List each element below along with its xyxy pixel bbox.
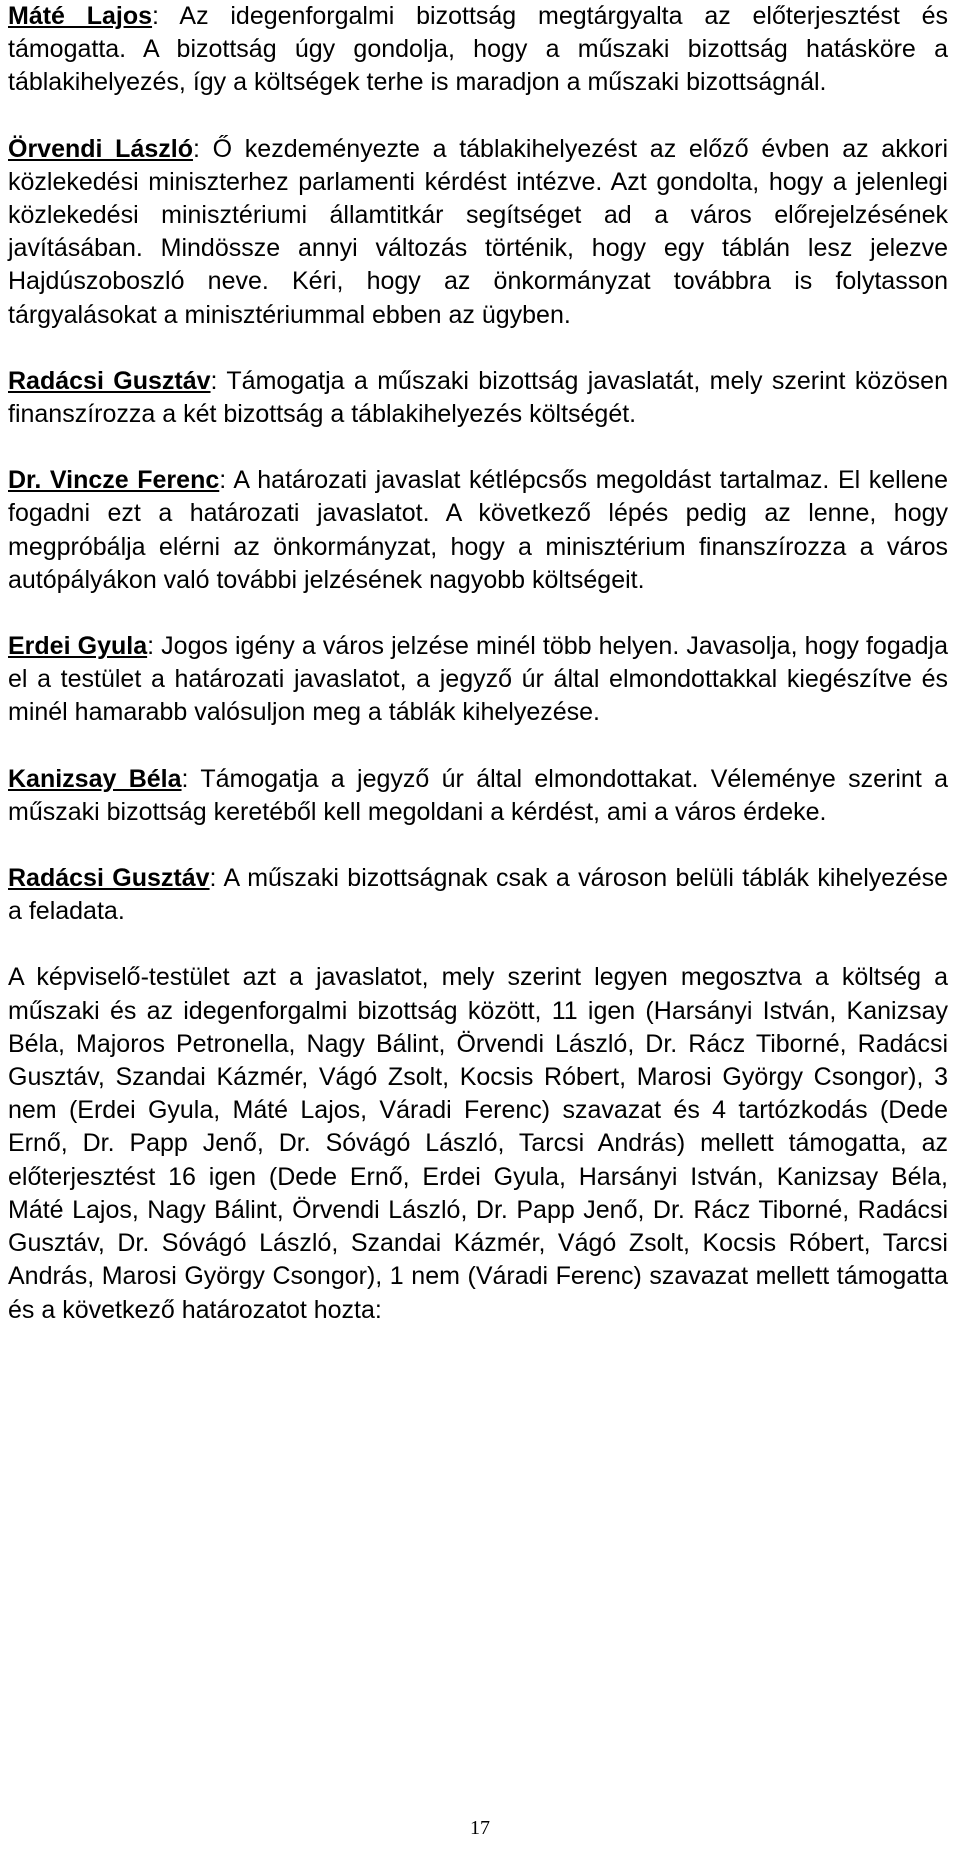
paragraph-vincze-ferenc — [8, 464, 948, 597]
paragraph-radacsi-gusztav-2 — [8, 862, 948, 928]
paragraph-text: : Támogatja a műszaki bizottság javaslatát, mely szerint közösen finanszírozza a két bizottság a táblakihelyezés költségét. — [8, 366, 948, 429]
paragraph-erdei-gyula — [8, 630, 948, 730]
speaker-name: Radácsi Gusztáv — [8, 864, 210, 893]
speaker-name: Örvendi László — [8, 134, 193, 163]
paragraph-orvendi-laszlo — [8, 133, 948, 332]
paragraph-mate-lajos — [8, 0, 948, 100]
minutes-body — [8, 0, 948, 1360]
paragraph-kanizsay-bela — [8, 763, 948, 829]
paragraph-text: : Az idegenforgalmi bizottság megtárgyalta az előterjesztést és támogatta. A bizottság úgy gondolja, hogy a műszaki bizottság hatásköre a táblakihelyezés, így a költségek terhe is maradjon a műszaki bizottságnál. — [8, 2, 948, 97]
paragraph-text: : Jogos igény a város jelzése minél több helyen. Javasolja, hogy fogadja el a testület a határozati javaslatot, a jegyző úr által elmondottakkal kiegészítve és minél hamarabb valósuljon meg a táblák kihelyezése. — [8, 632, 948, 727]
paragraph-radacsi-gusztav-1 — [8, 365, 948, 431]
paragraph-vote-result — [8, 961, 948, 1326]
speaker-name: Máté Lajos — [8, 2, 153, 30]
speaker-name: Dr. Vincze Ferenc — [8, 466, 220, 495]
paragraph-text: : Ő kezdeményezte a táblakihelyezést az előző évben az akkori közlekedési miniszterhez parlamenti kérdést intézve. Azt gondolta, hogy a jelenlegi közlekedési minisztériumi államtitkár segítséget ad a város előrejelzésének javításában. Mindössze annyi változás történik, hogy egy táblán lesz jelezve Hajdúszoboszló neve. Kéri, hogy az önkormányzat továbbra is folytasson tárgyalásokat a minisztériummal ebben az ügyben. — [8, 134, 948, 329]
speaker-name: Kanizsay Béla — [8, 764, 182, 793]
page-number: 17 — [470, 1817, 490, 1839]
speaker-name: Erdei Gyula — [8, 632, 148, 661]
paragraph-text: : A határozati javaslat kétlépcsős megoldást tartalmaz. El kellene fogadni ezt a határozati javaslatot. A következő lépés pedig az lenne, hogy megpróbálja elérni az önkormányzat, hogy a minisztérium finanszírozza a város autópályákon való további jelzésének nagyobb költségeit. — [8, 466, 948, 594]
speaker-name: Radácsi Gusztáv — [8, 366, 211, 395]
paragraph-text: A képviselő-testület azt a javaslatot, mely szerint legyen megosztva a költség a műszaki és az idegenforgalmi bizottság között, 11 igen (Harsányi István, Kanizsay Béla, Majoros Petronella, Nagy Bálint, Örvendi László, Dr. Rácz Tiborné, Radácsi Gusztáv, Szandai Kázmér, Vágó Zsolt, Kocsis Róbert, Marosi György Csongor), 3 nem (Erdei Gyula, Máté Lajos, Váradi Ferenc) szavazat és 4 tartózkodás (Dede Ernő, Dr. Papp Jenő, Dr. Sóvágó László, Tarcsi András) mellett támogatta, az előterjesztést 16 igen (Dede Ernő, Erdei Gyula, Harsányi István, Kanizsay Béla, Máté Lajos, Nagy Bálint, Örvendi László, Dr. Papp Jenő, Dr. Rácz Tiborné, Radácsi Gusztáv, Dr. Sóvágó László, Szandai Kázmér, Vágó Zsolt, Kocsis Róbert, Tarcsi András, Marosi György Csongor), 1 nem (Váradi Ferenc) szavazat mellett támogatta és a következő határozatot hozta: — [8, 963, 948, 1324]
paragraph-text: : Támogatja a jegyző úr által elmondottakat. Véleménye szerint a műszaki bizottság keretéből kell megoldani a kérdést, ami a város érdeke. — [8, 764, 948, 826]
paragraph-text: : A műszaki bizottságnak csak a városon belüli táblák kihelyezése a feladata. — [8, 864, 949, 926]
